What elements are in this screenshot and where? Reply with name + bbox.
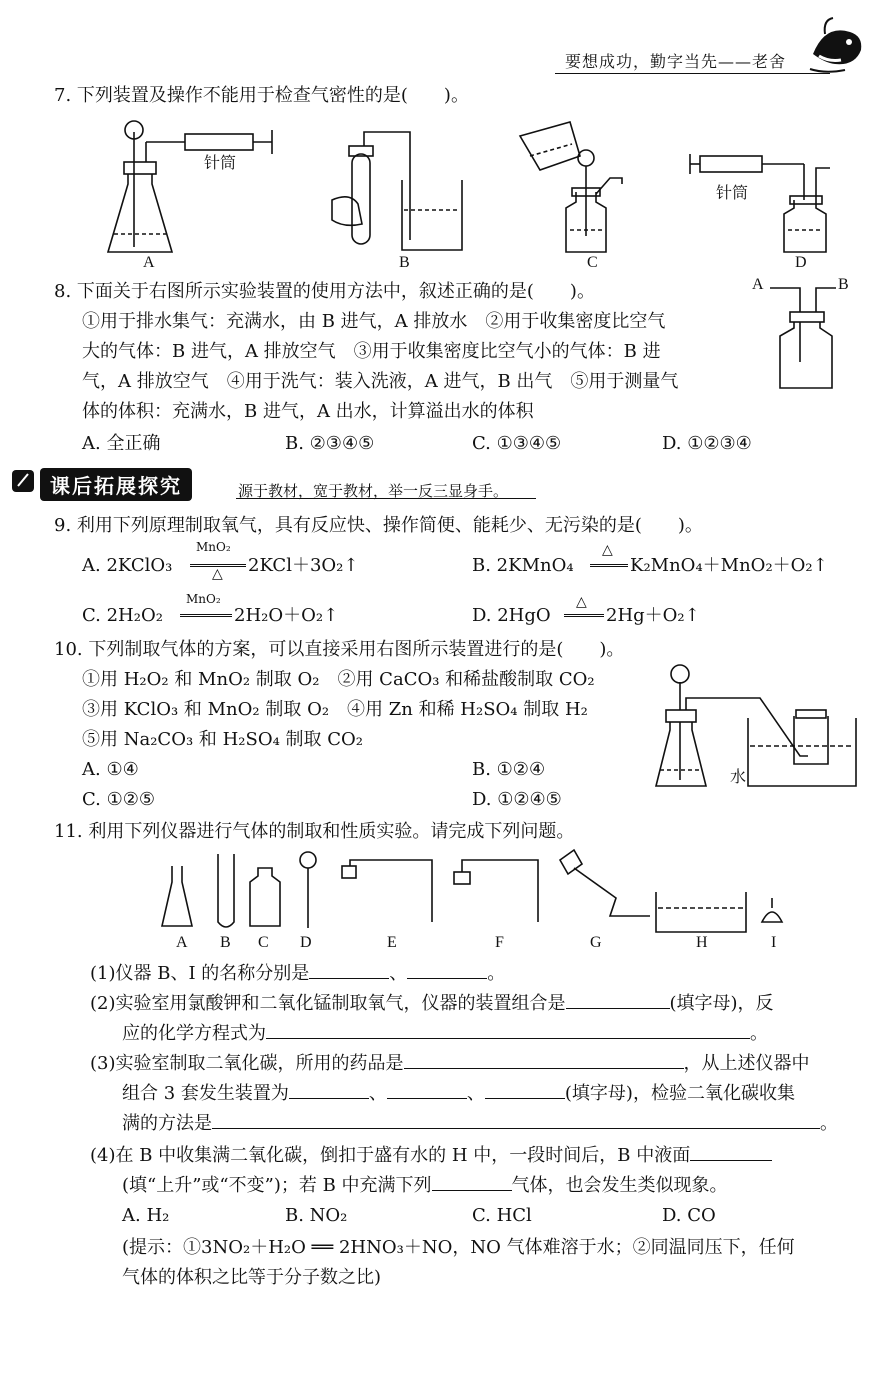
q11-p4-end: 气体，也会发生类似现象。 <box>511 1175 728 1196</box>
q8-fig-label-a: A <box>752 276 764 293</box>
q9-c-left: C. 2H₂O₂ <box>82 605 163 626</box>
q9-b-right: K₂MnO₄＋MnO₂＋O₂↑ <box>630 555 828 576</box>
q8-line-3: 气，A 排放空气 ④用于洗气：装入洗液，A 进气，B 出气 ⑤用于测量气 <box>82 371 679 392</box>
q11-p3-tail2: (填字母)，检验二氧化碳收集 <box>564 1083 795 1104</box>
q11-p3-line2 <box>122 1080 795 1108</box>
q11-p1-end: 。 <box>487 963 506 984</box>
q9-b-left: B. 2KMnO₄ <box>472 555 574 576</box>
q10-stem: 10. 下列制取气体的方案，可以直接采用右图所示装置进行的是( )。 <box>54 639 625 660</box>
q11-p3-line1 <box>90 1050 810 1078</box>
q11-p2-end: 。 <box>750 1023 768 1044</box>
q11-p3-text: (3)实验室制取二氧化碳，所用的药品是 <box>90 1053 404 1074</box>
q11-p3-tail: ，从上述仪器中 <box>683 1053 810 1074</box>
section-rule <box>236 498 536 499</box>
q9-a-top: MnO₂ <box>196 540 231 554</box>
q11-p2-line1 <box>90 990 774 1018</box>
q9-a-bottom: △ <box>212 566 223 582</box>
q7-stem: 7. 下列装置及操作不能用于检查气密性的是( )。 <box>54 85 469 106</box>
q11-p1-sep: 、 <box>389 963 408 984</box>
q11-p2-blank-2[interactable] <box>266 1020 750 1039</box>
q9-a-left: A. 2KClO₃ <box>82 555 173 576</box>
q10-apparatus-figure <box>650 660 870 800</box>
q8-option-b: B. ②③④⑤ <box>285 433 375 454</box>
q11-option-b: B. NO₂ <box>285 1205 348 1226</box>
q11-label-d: D <box>300 934 312 951</box>
q11-option-d: D. CO <box>662 1205 716 1226</box>
q11-stem: 11. 利用下列仪器进行气体的制取和性质实验。请完成下列问题。 <box>54 821 575 842</box>
q10-option-d: D. ①②④⑤ <box>472 789 562 810</box>
q8-line-2: 大的气体：B 进气，A 排放空气 ③用于收集密度比空气小的气体：B 进 <box>82 341 661 362</box>
q11-label-b: B <box>220 934 231 951</box>
q11-label-i: I <box>771 934 777 951</box>
q11-p3-blank-2[interactable] <box>289 1080 369 1099</box>
q9-d-right: 2Hg＋O₂↑ <box>606 605 700 626</box>
q9-d-top: △ <box>576 594 587 610</box>
q7-syringe-label-a: 针筒 <box>204 155 237 172</box>
q10-option-c: C. ①②⑤ <box>82 789 155 810</box>
q11-label-g: G <box>590 934 602 951</box>
q11-instruments-figure <box>150 846 800 936</box>
q11-p4-blank-1[interactable] <box>690 1142 772 1161</box>
q11-option-a: A. H₂ <box>122 1205 170 1226</box>
q8-option-a: A. 全正确 <box>82 433 161 454</box>
q8-stem: 8. 下面关于右图所示实验装置的使用方法中，叙述正确的是( )。 <box>54 281 595 302</box>
q8-option-c: C. ①③④⑤ <box>472 433 562 454</box>
header-motto: 要想成功，勤字当先——老舍 <box>565 52 787 71</box>
q7-label-c: C <box>587 254 598 271</box>
q11-p3-text3: 满的方法是 <box>122 1113 212 1134</box>
q7-syringe-label-d: 针筒 <box>716 185 749 202</box>
q11-p3-sep1: 、 <box>368 1083 387 1104</box>
q11-option-c: C. HCl <box>472 1205 532 1226</box>
section-title: 课后拓展探究 <box>40 468 192 501</box>
q11-p3-blank-5[interactable] <box>212 1110 820 1129</box>
q11-hint-2: 气体的体积之比等于分子数之比) <box>122 1267 382 1288</box>
q10-option-a: A. ①④ <box>82 759 139 780</box>
q9-a-right: 2KCl＋3O₂↑ <box>248 555 359 576</box>
q11-p1-text: (1)仪器 B、I 的名称分别是 <box>90 963 310 984</box>
q11-p3-blank-4[interactable] <box>485 1080 565 1099</box>
q11-label-c: C <box>258 934 269 951</box>
q8-gas-bottle-figure <box>760 282 860 392</box>
q8-option-d: D. ①②③④ <box>662 433 752 454</box>
q10-line-2: ③用 KClO₃ 和 MnO₂ 制取 O₂ ④用 Zn 和稀 H₂SO₄ 制取 H₂ <box>82 699 588 720</box>
q11-p1 <box>90 960 505 988</box>
q10-option-b: B. ①②④ <box>472 759 546 780</box>
q11-p4-text2: (填“上升”或“不变”)；若 B 中充满下列 <box>122 1175 432 1196</box>
q9-d-arrow <box>564 614 604 617</box>
q8-fig-label-b: B <box>838 276 849 293</box>
section-subtitle: 源于教材，宽于教材，举一反三显身手。 <box>238 482 509 500</box>
q11-p1-blank-2[interactable] <box>407 960 487 979</box>
q9-b-arrow <box>590 564 628 567</box>
q11-p4-line1 <box>90 1142 772 1170</box>
q7-label-a: A <box>143 254 155 271</box>
header-rule <box>555 73 830 74</box>
q8-line-1: ①用于排水集气：充满水，由 B 进气，A 排放水 ②用于收集密度比空气 <box>82 311 666 332</box>
q11-p1-blank-1[interactable] <box>309 960 389 979</box>
q7-label-d: D <box>795 254 807 271</box>
q11-label-e: E <box>387 934 397 951</box>
q11-p2-blank-1[interactable] <box>566 990 670 1009</box>
q9-b-top: △ <box>602 542 613 558</box>
q11-p3-text2: 组合 3 套发生装置为 <box>122 1083 289 1104</box>
q11-p4-blank-2[interactable] <box>432 1172 512 1191</box>
q11-p2-line2 <box>122 1020 768 1048</box>
q11-p3-blank-1[interactable] <box>404 1050 684 1069</box>
q9-c-top: MnO₂ <box>186 592 221 606</box>
q11-p2-text2: 应的化学方程式为 <box>122 1023 266 1044</box>
q11-p3-sep2: 、 <box>466 1083 485 1104</box>
q10-water-label: 水 <box>730 769 747 786</box>
q11-p4-line2 <box>122 1172 728 1200</box>
q11-hint-1: (提示：①3NO₂＋H₂O ══ 2HNO₃＋NO，NO 气体难溶于水；②同温同压下，任何 <box>122 1237 795 1258</box>
q11-label-h: H <box>696 934 708 951</box>
q9-d-left: D. 2HgO <box>472 605 551 626</box>
q11-p2-text: (2)实验室用氯酸钾和二氧化锰制取氧气，仪器的装置组合是 <box>90 993 566 1014</box>
q9-c-right: 2H₂O＋O₂↑ <box>234 605 339 626</box>
q10-line-3: ⑤用 Na₂CO₃ 和 H₂SO₄ 制取 CO₂ <box>82 729 364 750</box>
q11-p3-blank-3[interactable] <box>387 1080 467 1099</box>
whale-logo-icon <box>805 14 867 76</box>
q11-p3-end: 。 <box>820 1113 838 1134</box>
q11-label-a: A <box>176 934 188 951</box>
q11-p3-line3 <box>122 1110 838 1138</box>
q11-p2-tail: (填字母)，反 <box>669 993 774 1014</box>
q9-stem: 9. 利用下列原理制取氧气，具有反应快、操作简便、能耗少、无污染的是( )。 <box>54 515 703 536</box>
q9-c-arrow <box>180 614 232 617</box>
pencil-logo-icon <box>10 466 38 494</box>
q8-line-4: 体的体积：充满水，B 进气，A 出水，计算溢出水的体积 <box>82 401 534 422</box>
q10-line-1: ①用 H₂O₂ 和 MnO₂ 制取 O₂ ②用 CaCO₃ 和稀盐酸制取 CO₂ <box>82 669 595 690</box>
q11-label-f: F <box>495 934 504 951</box>
q7-label-b: B <box>399 254 410 271</box>
q11-p4-text: (4)在 B 中收集满二氧化碳，倒扣于盛有水的 H 中，一段时间后，B 中液面 <box>90 1145 691 1166</box>
